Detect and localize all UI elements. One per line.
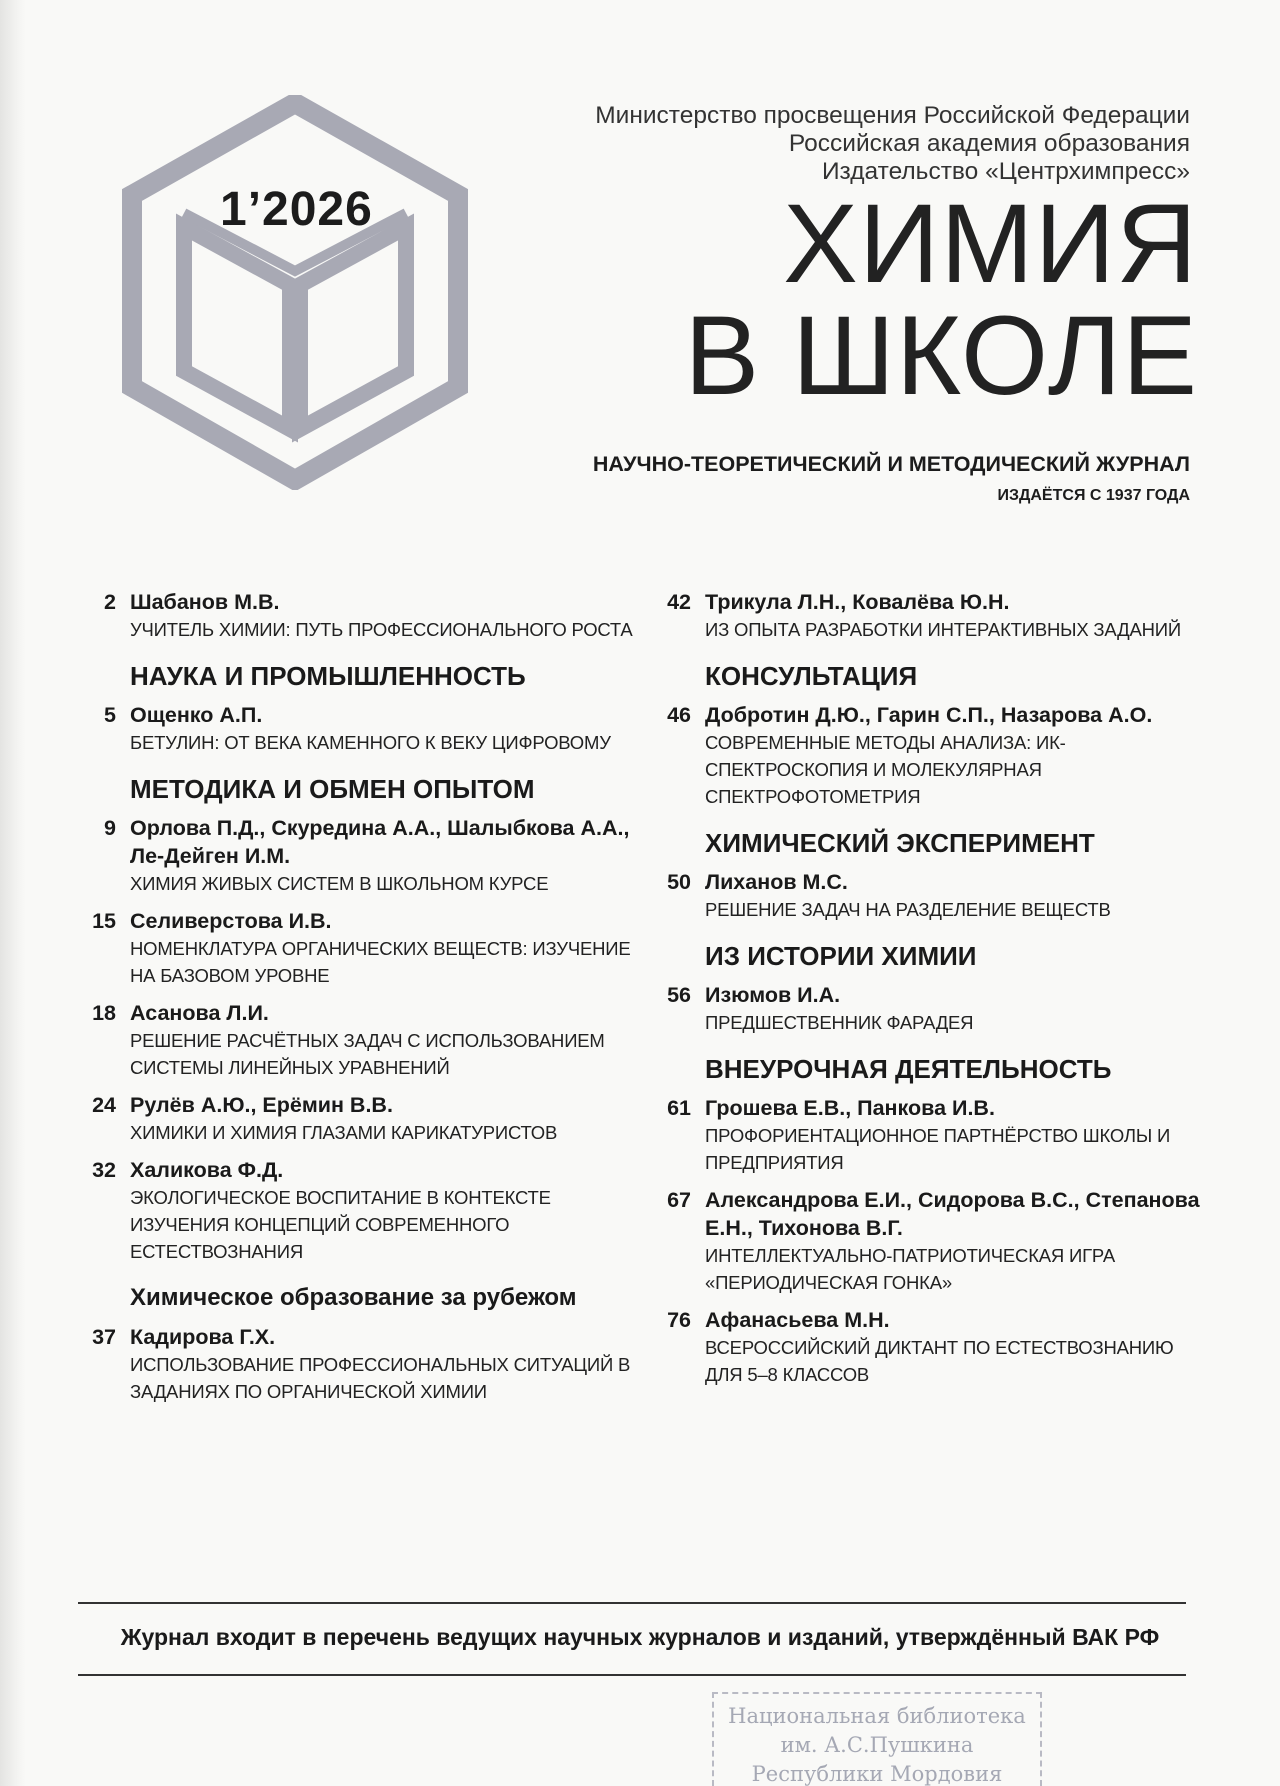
toc-entry[interactable]	[645, 868, 1215, 923]
entry-page: 76	[667, 1308, 691, 1332]
entry-page: 61	[667, 1096, 691, 1120]
entry-authors: Шабанов М.В.	[130, 590, 280, 614]
stamp-line: им. А.С.Пушкина	[780, 1733, 974, 1757]
entry-authors: Лиханов М.С.	[705, 870, 848, 894]
toc-entry[interactable]	[645, 981, 1215, 1036]
toc-entry[interactable]	[70, 1156, 640, 1265]
library-stamp	[712, 1692, 1042, 1786]
entry-authors: Кадирова Г.Х.	[130, 1325, 276, 1349]
entry-page: 46	[667, 703, 691, 727]
entry-page: 50	[667, 870, 691, 894]
entry-title: ПРОФОРИЕНТАЦИОННОЕ ПАРТНЁРСТВО ШКОЛЫ И ПРЕДПРИЯТИЯ	[705, 1125, 1171, 1173]
toc-entry[interactable]	[645, 1094, 1215, 1176]
entry-page: 2	[104, 590, 116, 614]
section-heading: ХИМИЧЕСКИЙ ЭКСПЕРИМЕНТ	[705, 828, 1095, 858]
toc-entry[interactable]	[645, 588, 1215, 643]
stamp-line: Республики Мордовия	[751, 1762, 1003, 1786]
toc-left-column	[70, 588, 640, 1415]
section-heading: Химическое образование за рубежом	[130, 1284, 577, 1311]
journal-title-line1: ХИМИЯ	[783, 181, 1198, 306]
entry-title: ХИМИЯ ЖИВЫХ СИСТЕМ В ШКОЛЬНОМ КУРСЕ	[130, 873, 549, 894]
entry-title: СОВРЕМЕННЫЕ МЕТОДЫ АНАЛИЗА: ИК-СПЕКТРОСКОПИЯ И МОЛЕКУЛЯРНАЯ СПЕКТРОФОТОМЕТРИЯ	[705, 732, 1066, 807]
entry-title: ИЗ ОПЫТА РАЗРАБОТКИ ИНТЕРАКТИВНЫХ ЗАДАНИЙ	[705, 619, 1181, 640]
entry-page: 32	[92, 1158, 116, 1182]
journal-logo	[120, 95, 470, 490]
footer-rule-top	[78, 1602, 1186, 1604]
toc-entry[interactable]	[70, 814, 640, 897]
toc-entry[interactable]	[645, 1186, 1215, 1296]
toc-entry[interactable]	[70, 907, 640, 989]
toc-entry[interactable]	[645, 1306, 1215, 1388]
section-heading: НАУКА И ПРОМЫШЛЕННОСТЬ	[130, 661, 526, 691]
entry-title: РЕШЕНИЕ РАСЧЁТНЫХ ЗАДАЧ С ИСПОЛЬЗОВАНИЕМ СИСТЕМЫ ЛИНЕЙНЫХ УРАВНЕНИЙ	[130, 1030, 605, 1078]
publisher-block	[595, 102, 1190, 186]
journal-since: ИЗДАЁТСЯ С 1937 ГОДА	[997, 487, 1190, 504]
entry-page: 24	[92, 1093, 116, 1117]
entry-title: ХИМИКИ И ХИМИЯ ГЛАЗАМИ КАРИКАТУРИСТОВ	[130, 1122, 558, 1143]
footer-rule-bottom	[78, 1674, 1186, 1676]
entry-authors: Асанова Л.И.	[130, 1001, 269, 1025]
entry-authors: Трикула Л.Н., Ковалёва Ю.Н.	[705, 590, 1010, 614]
publisher-house: Издательство «Центрхимпресс»	[821, 158, 1190, 185]
vak-notice: Журнал входит в перечень ведущих научных журналов и изданий, утверждённый ВАК РФ	[120, 1624, 1160, 1650]
toc-entry[interactable]	[70, 1323, 640, 1405]
entry-authors: Селиверстова И.В.	[130, 909, 332, 933]
entry-page: 56	[667, 983, 691, 1007]
entry-page: 5	[104, 703, 116, 727]
entry-authors: Александрова Е.И., Сидорова В.С., Степанова Е.Н., Тихонова В.Г.	[705, 1188, 1200, 1240]
entry-authors: Изюмов И.А.	[705, 983, 841, 1007]
toc-entry[interactable]	[70, 588, 640, 643]
toc-entry[interactable]	[70, 701, 640, 756]
toc-entry[interactable]	[70, 1091, 640, 1146]
journal-title	[684, 181, 1198, 418]
entry-authors: Халикова Ф.Д.	[130, 1158, 284, 1182]
entry-page: 15	[92, 909, 116, 933]
entry-authors: Грошева Е.В., Панкова И.В.	[705, 1096, 995, 1120]
section-heading: ИЗ ИСТОРИИ ХИМИИ	[705, 941, 977, 971]
entry-title: ЭКОЛОГИЧЕСКОЕ ВОСПИТАНИЕ В КОНТЕКСТЕ ИЗУЧЕНИЯ КОНЦЕПЦИЙ СОВРЕМЕННОГО ЕСТЕСТВОЗНАНИЯ	[130, 1187, 551, 1262]
entry-authors: Орлова П.Д., Скуредина А.А., Шалыбкова А.А., Ле-Дейген И.М.	[130, 816, 630, 868]
entry-title: ИСПОЛЬЗОВАНИЕ ПРОФЕССИОНАЛЬНЫХ СИТУАЦИЙ В ЗАДАНИЯХ ПО ОРГАНИЧЕСКОЙ ХИМИИ	[130, 1354, 631, 1402]
page-edge-shadow	[0, 0, 26, 1786]
entry-page: 18	[92, 1001, 116, 1025]
toc-entry[interactable]	[645, 701, 1215, 810]
entry-title: ПРЕДШЕСТВЕННИК ФАРАДЕЯ	[705, 1012, 974, 1033]
section-heading: КОНСУЛЬТАЦИЯ	[705, 661, 918, 691]
entry-page: 42	[667, 590, 691, 614]
entry-title: ИНТЕЛЛЕКТУАЛЬНО-ПАТРИОТИЧЕСКАЯ ИГРА «ПЕРИОДИЧЕСКАЯ ГОНКА»	[705, 1245, 1115, 1293]
entry-title: УЧИТЕЛЬ ХИМИИ: ПУТЬ ПРОФЕССИОНАЛЬНОГО РОСТА	[130, 619, 633, 640]
entry-title: РЕШЕНИЕ ЗАДАЧ НА РАЗДЕЛЕНИЕ ВЕЩЕСТВ	[705, 899, 1111, 920]
stamp-line: Национальная библиотека	[728, 1704, 1026, 1728]
entry-authors: Добротин Д.Ю., Гарин С.П., Назарова А.О.	[705, 703, 1153, 727]
entry-authors: Рулёв А.Ю., Ерёмин В.В.	[130, 1093, 393, 1117]
entry-page: 67	[667, 1188, 691, 1212]
issue-number: 1’2026	[220, 183, 373, 236]
entry-title: ВСЕРОССИЙСКИЙ ДИКТАНТ ПО ЕСТЕСТВОЗНАНИЮ ДЛЯ 5–8 КЛАССОВ	[705, 1337, 1174, 1385]
journal-title-line2: В ШКОЛЕ	[684, 293, 1198, 418]
journal-subtitle: НАУЧНО-ТЕОРЕТИЧЕСКИЙ И МЕТОДИЧЕСКИЙ ЖУРНАЛ	[592, 452, 1190, 476]
entry-authors: Ощенко А.П.	[130, 703, 263, 727]
publisher-ministry: Министерство просвещения Российской Федерации	[595, 102, 1190, 129]
toc-right-column	[645, 588, 1215, 1398]
section-heading: МЕТОДИКА И ОБМЕН ОПЫТОМ	[130, 774, 535, 804]
entry-page: 9	[104, 816, 116, 840]
toc-entry[interactable]	[70, 999, 640, 1081]
entry-title: БЕТУЛИН: ОТ ВЕКА КАМЕННОГО К ВЕКУ ЦИФРОВОМУ	[130, 732, 611, 753]
entry-page: 37	[92, 1325, 116, 1349]
entry-authors: Афанасьева М.Н.	[705, 1308, 890, 1332]
section-heading: ВНЕУРОЧНАЯ ДЕЯТЕЛЬНОСТЬ	[705, 1054, 1112, 1084]
entry-title: НОМЕНКЛАТУРА ОРГАНИЧЕСКИХ ВЕЩЕСТВ: ИЗУЧЕНИЕ НА БАЗОВОМ УРОВНЕ	[130, 938, 631, 986]
publisher-academy: Российская академия образования	[788, 130, 1190, 157]
